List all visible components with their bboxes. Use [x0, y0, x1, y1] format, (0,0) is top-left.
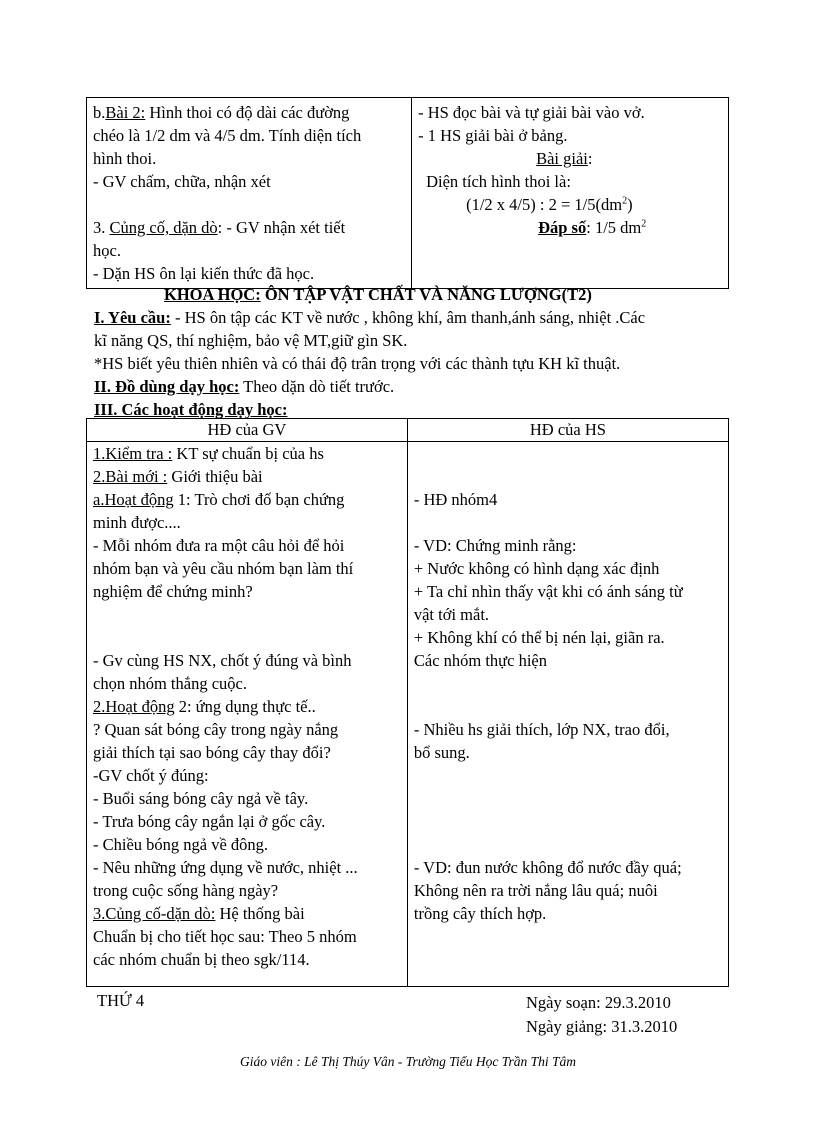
gv-line: - Chiều bóng ngả về đông. [93, 835, 269, 854]
gv-line: chọn nhóm thắng cuộc. [93, 674, 247, 693]
student-activities [407, 442, 728, 987]
student-line-1: - HS đọc bài và tự giải bài vào vở. [418, 103, 645, 122]
exercise-table [86, 97, 729, 289]
consolidation-cont: học. [93, 241, 121, 260]
hs-line: Các nhóm thực hiện [413, 651, 547, 670]
teacher-activities [87, 442, 408, 987]
hs-line: - VD: đun nước không đổ nước đầy quá; [413, 858, 682, 877]
gv-line: - Trưa bóng cây ngắn lại ở gốc cây. [93, 812, 326, 831]
gv-line: - Buổi sáng bóng cây ngả về tây. [93, 789, 309, 808]
lesson-title: KHOA HỌC: ÔN TẬP VẬT CHẤT VÀ NĂNG LƯỢNG(T2) [164, 285, 592, 304]
requirements-line-3: *HS biết yêu thiên nhiên và có thái độ trân trọng với các thành tựu KH kĩ thuật. [94, 354, 621, 373]
gv-line: - Nêu những ứng dụng về nước, nhiệt ... [93, 858, 358, 877]
hs-line: - VD: Chứng minh rằng: [413, 536, 577, 555]
gv-line: - Mỗi nhóm đưa ra một câu hỏi để hỏi [93, 536, 345, 555]
tools-line: II. Đồ dùng dạy học: Theo dặn dò tiết trước. [94, 377, 395, 396]
hs-line: + Ta chỉ nhìn thấy vật khi có ánh sáng từ [413, 582, 683, 601]
hs-line: Không nên ra trời nắng lâu quá; nuôi [413, 881, 658, 900]
area-line: Diện tích hình thoi là: [426, 172, 571, 191]
exercise-teacher-column [87, 98, 412, 289]
hs-line: trồng cây thích hợp. [413, 904, 547, 923]
exercise-line-1: b.Bài 2: Hình thoi có độ dài các đường [93, 103, 350, 122]
consolidation-line: 3. Củng cố, dặn dò: - GV nhận xét tiết [93, 218, 346, 237]
day-label: THỨ 4 [97, 991, 145, 1010]
activities-heading: III. Các hoạt động dạy học: [94, 400, 288, 419]
hs-line: bổ sung. [413, 743, 470, 762]
gv-line: Chuẩn bị cho tiết học sau: Theo 5 nhóm [93, 927, 357, 946]
gv-line: - Gv cùng HS NX, chốt ý đúng và bình [93, 651, 352, 670]
gv-line: các nhóm chuẩn bị theo sgk/114. [93, 950, 310, 969]
exercise-line-3: hình thoi. [93, 149, 157, 168]
teach-date: Ngày giảng: 31.3.2010 [526, 1017, 678, 1036]
gv-line: 2.Hoạt động 2: ứng dụng thực tế.. [93, 697, 316, 716]
gv-line: nhóm bạn và yêu cầu nhóm bạn làm thí [93, 559, 354, 578]
hs-line: + Không khí có thể bị nén lại, giãn ra. [413, 628, 665, 647]
answer-line: Đáp số: 1/5 $dm^2$ [538, 218, 647, 237]
student-line-2: - 1 HS giải bài ở bảng. [418, 126, 568, 145]
teacher-signature: Giáo viên : Lê Thị Thúy Vân - Trường Tiểu Học Trần Thi Tâm [240, 1054, 576, 1069]
gv-line: 2.Bài mới : Giới thiệu bài [93, 467, 263, 486]
gv-line: minh được.... [93, 513, 181, 532]
review-line: - Dặn HS ôn lại kiến thức đã học. [93, 264, 315, 283]
hs-line: vật tới mắt. [413, 605, 490, 624]
prep-date: Ngày soạn: 29.3.2010 [526, 993, 671, 1012]
exercise-line-2: chéo là 1/2 dm và 4/5 dm. Tính diện tích [93, 126, 362, 145]
exercise-line-4: - GV chấm, chữa, nhận xét [93, 172, 271, 191]
hs-line: - HĐ nhóm4 [413, 490, 498, 509]
gv-line: a.Hoạt động 1: Trò chơi đố bạn chứng [93, 490, 345, 509]
student-column-header: HĐ của HS [407, 419, 728, 442]
calc-line: (1/2 x 4/5) : $2 = 1/5(dm^2)$ [466, 195, 633, 214]
hs-line: + Nước không có hình dạng xác định [413, 559, 660, 578]
gv-line: ? Quan sát bóng cây trong ngày nắng [93, 720, 339, 739]
activities-table [86, 418, 729, 987]
gv-line: giải thích tại sao bóng cây thay đổi? [93, 743, 331, 762]
dates [526, 991, 677, 1039]
requirements-line: I. Yêu cầu: - HS ôn tập các KT về nước , không khí, âm thanh,ánh sáng, nhiệt .Các [94, 308, 646, 327]
gv-line: nghiệm để chứng minh? [93, 582, 253, 601]
gv-line: 3.Củng cố-dặn dò: Hệ thống bài [93, 904, 305, 923]
gv-line: -GV chốt ý đúng: [93, 766, 209, 785]
solution-title: Bài giải: [536, 149, 593, 168]
teacher-column-header: HĐ của GV [87, 419, 408, 442]
hs-line: - Nhiều hs giải thích, lớp NX, trao đổi, [413, 720, 670, 739]
gv-line: 1.Kiểm tra : KT sự chuẩn bị của hs [93, 444, 324, 463]
gv-line: trong cuộc sống hàng ngày? [93, 881, 279, 900]
requirements-line-2: kĩ năng QS, thí nghiệm, bảo vệ MT,giữ gìn SK. [94, 331, 408, 350]
exercise-student-column [412, 98, 729, 289]
